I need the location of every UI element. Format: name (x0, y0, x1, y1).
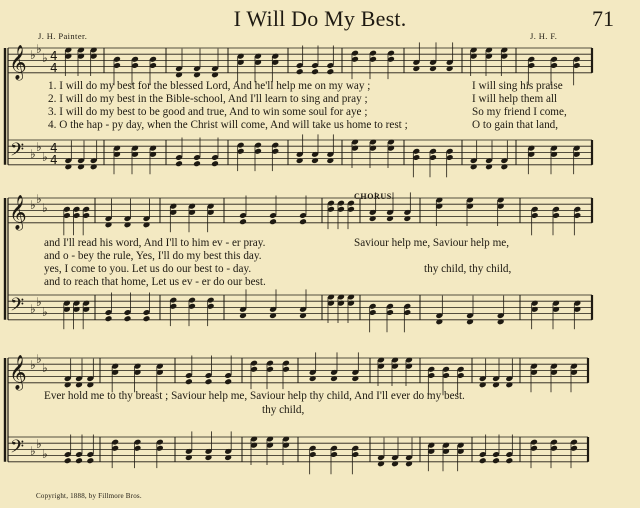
flat-sign: ♭ (42, 150, 48, 164)
bass-note (211, 160, 219, 167)
hymn-title: I Will Do My Best. (233, 6, 407, 31)
verse-2-line-1b: I will help them all (472, 93, 558, 105)
verse-1-line-1b: I will sing his praise (472, 80, 563, 92)
bass-note (75, 457, 83, 464)
lyricist-credit: J. H. Painter. (38, 31, 88, 41)
time-signature: 4 (50, 141, 58, 155)
flat-sign: ♭ (30, 198, 36, 212)
treble-note (296, 68, 304, 75)
refrain-line-b: thy child, thy child, (424, 263, 512, 275)
treble-note (299, 218, 307, 225)
bass-note (105, 315, 113, 322)
system-2-treble-clef: 𝄞 (9, 195, 27, 230)
chorus-label: CHORUS. (354, 192, 395, 201)
bass-note (492, 457, 500, 464)
time-signature: 4 (50, 49, 58, 63)
verse-1-line-2a: and I'll read his word, And I'll to him ev - er pray. (44, 237, 266, 249)
flat-sign: ♭ (30, 358, 36, 372)
treble-note (185, 378, 193, 385)
flat-sign: ♭ (30, 444, 36, 458)
flat-sign: ♭ (42, 361, 48, 375)
verse-2-line-2a: and o - bey the rule, Yes, I'll do my best this day. (44, 250, 262, 262)
flat-sign: ♭ (36, 42, 42, 56)
flat-sign: ♭ (36, 437, 42, 451)
time-signature: 4 (50, 61, 58, 75)
refrain-line-a: Saviour help me, Saviour help me, (354, 237, 510, 249)
flat-sign: ♭ (42, 201, 48, 215)
verse-3-line-1a: 3. I will do my best to be good and true, And to win some soul for aye ; (48, 106, 368, 118)
flat-sign: ♭ (30, 147, 36, 161)
flat-sign: ♭ (42, 447, 48, 461)
bass-note (193, 160, 201, 167)
flat-sign: ♭ (36, 352, 42, 366)
treble-note (311, 68, 319, 75)
time-signature: 4 (50, 153, 58, 167)
refrain-line-c: Ever hold me to thy breast ; Saviour help me, Saviour help thy child, And I'll ever do my best. (44, 390, 465, 402)
treble-note (205, 378, 213, 385)
verse-3-line-2a: yes, I come to you. Let us do our best to - day. (44, 263, 252, 275)
system-1-treble-clef: 𝄞 (9, 45, 27, 80)
flat-sign: ♭ (42, 51, 48, 65)
flat-sign: ♭ (36, 140, 42, 154)
composer-credit: J. H. F. (530, 31, 558, 41)
verse-4-line-2a: and to reach that home, Let us ev - er do our best. (44, 276, 266, 288)
bass-note (505, 457, 513, 464)
flat-sign: ♭ (36, 192, 42, 206)
treble-note (224, 378, 232, 385)
system-3-treble-clef: 𝄞 (9, 355, 27, 390)
verse-1-line-1a: 1. I will do my best for the blessed Lord, And he'll help me on my way ; (48, 80, 371, 92)
bass-note (86, 457, 94, 464)
flat-sign: ♭ (42, 305, 48, 319)
verse-3-line-1b: So my friend I come, (472, 106, 567, 118)
bass-note (64, 457, 72, 464)
bass-note (124, 315, 132, 322)
system-2-bass-clef: 𝄢 (10, 295, 25, 320)
verse-4-line-1a: 4. O the hap - py day, when the Christ will come, And will take us home to rest ; (48, 119, 408, 131)
flat-sign: ♭ (30, 48, 36, 62)
system-1-bass-clef: 𝄢 (10, 140, 25, 165)
bass-note (479, 457, 487, 464)
page-number: 71 (592, 6, 614, 31)
flat-sign: ♭ (30, 302, 36, 316)
flat-sign: ♭ (36, 295, 42, 309)
verse-2-line-1a: 2. I will do my best in the Bible-school, And I'll learn to sing and pray ; (48, 93, 368, 105)
verse-4-line-1b: O to gain that land, (472, 119, 559, 131)
treble-note (269, 218, 277, 225)
treble-note (326, 68, 334, 75)
refrain-line-d: thy child, (262, 404, 305, 416)
system-3-bass-clef: 𝄢 (10, 437, 25, 462)
copyright-notice: Copyright, 1888, by Fillmore Bros. (36, 492, 142, 500)
bass-note (143, 315, 151, 322)
bass-note (175, 160, 183, 167)
treble-note (239, 218, 247, 225)
